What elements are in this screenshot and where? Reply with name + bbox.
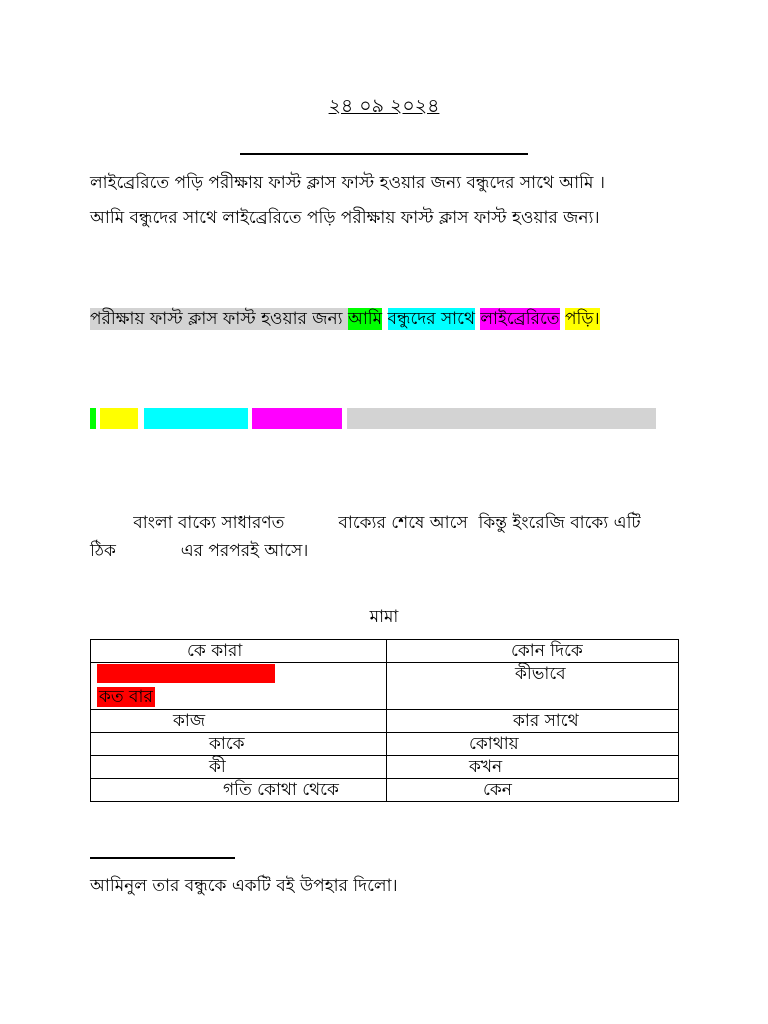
table-cell: [91, 756, 387, 779]
color-key-bar: [100, 408, 138, 429]
highlight-segment: পড়ি।: [564, 309, 600, 329]
cell-text: কীভাবে: [515, 664, 566, 684]
color-key-bars: [0, 408, 768, 430]
table-cell: [387, 640, 679, 663]
paragraph-line: ঠিক এর পরপরই আসে।: [90, 541, 309, 561]
color-key-bar: [347, 408, 656, 429]
cell-text: কেন: [483, 780, 512, 800]
table-row: [91, 756, 679, 779]
highlight-segment: পরীক্ষায় ফাস্ট ক্লাস ফাস্ট হওয়ার জন্য: [90, 309, 348, 329]
table-cell: [387, 663, 679, 710]
cell-text: কোন দিকে: [511, 641, 583, 661]
highlight-segment: লাইব্রেরিতে: [480, 309, 560, 329]
cell-text: কার সাথে: [513, 711, 579, 731]
table-cell: [91, 640, 387, 663]
cell-text: কত বার: [99, 687, 153, 707]
cell-text: কাজ: [173, 711, 206, 731]
table-title: মামা: [369, 607, 399, 627]
cell-text: কখন: [469, 757, 503, 777]
table-row: [91, 733, 679, 756]
highlight-segment: আমি: [347, 309, 383, 329]
cell-text: কে কারা: [187, 641, 243, 661]
horizontal-rule: [240, 153, 528, 155]
table-cell: [91, 710, 387, 733]
table-cell: [91, 779, 387, 802]
table-cell: [387, 779, 679, 802]
question-table: [90, 639, 679, 802]
paragraph-line: বাংলা বাক্যে সাধারণত বাক্যের শেষে আসে কিন্তু ইংরেজি বাক্যে এটি: [90, 513, 641, 533]
color-key-bar: [144, 408, 248, 429]
table-row: [91, 710, 679, 733]
cell-text: কাকে: [209, 734, 245, 754]
cell-text: গতি কোথা থেকে: [223, 780, 339, 800]
cell-text: কোথায়: [469, 734, 519, 754]
example-sentence: আমিনুল তার বন্ধুকে একটি বই উপহার দিলো।: [90, 876, 398, 896]
table-row: [91, 779, 679, 802]
highlighted-sentence: [90, 306, 600, 332]
table-cell: [387, 733, 679, 756]
table-cell: [91, 663, 387, 710]
text-line-2: আমি বন্ধুদের সাথে লাইব্রেরিতে পড়ি পরীক্ষায় ফাস্ট ক্লাস ফাস্ট হওয়ার জন্য।: [90, 208, 600, 228]
red-highlight-bar: [97, 664, 275, 683]
color-key-bar: [252, 408, 342, 429]
highlight-segment: [382, 308, 387, 330]
table-row: [91, 640, 679, 663]
paragraph: [90, 509, 641, 565]
color-key-bar: [90, 408, 96, 429]
document-date: ২৪ ০৯ ২০২৪: [328, 95, 440, 117]
text-line-1: লাইব্রেরিতে পড়ি পরীক্ষায় ফাস্ট ক্লাস ফাস্ট হওয়ার জন্য বন্ধুদের সাথে আমি ।: [90, 173, 605, 193]
cell-text: কী: [209, 757, 226, 777]
table-cell: [387, 756, 679, 779]
footnote-rule: [90, 857, 235, 859]
table-cell: [91, 733, 387, 756]
table-cell: [387, 710, 679, 733]
table-row: [91, 663, 679, 710]
highlight-segment: বন্ধুদের সাথে: [387, 309, 475, 329]
